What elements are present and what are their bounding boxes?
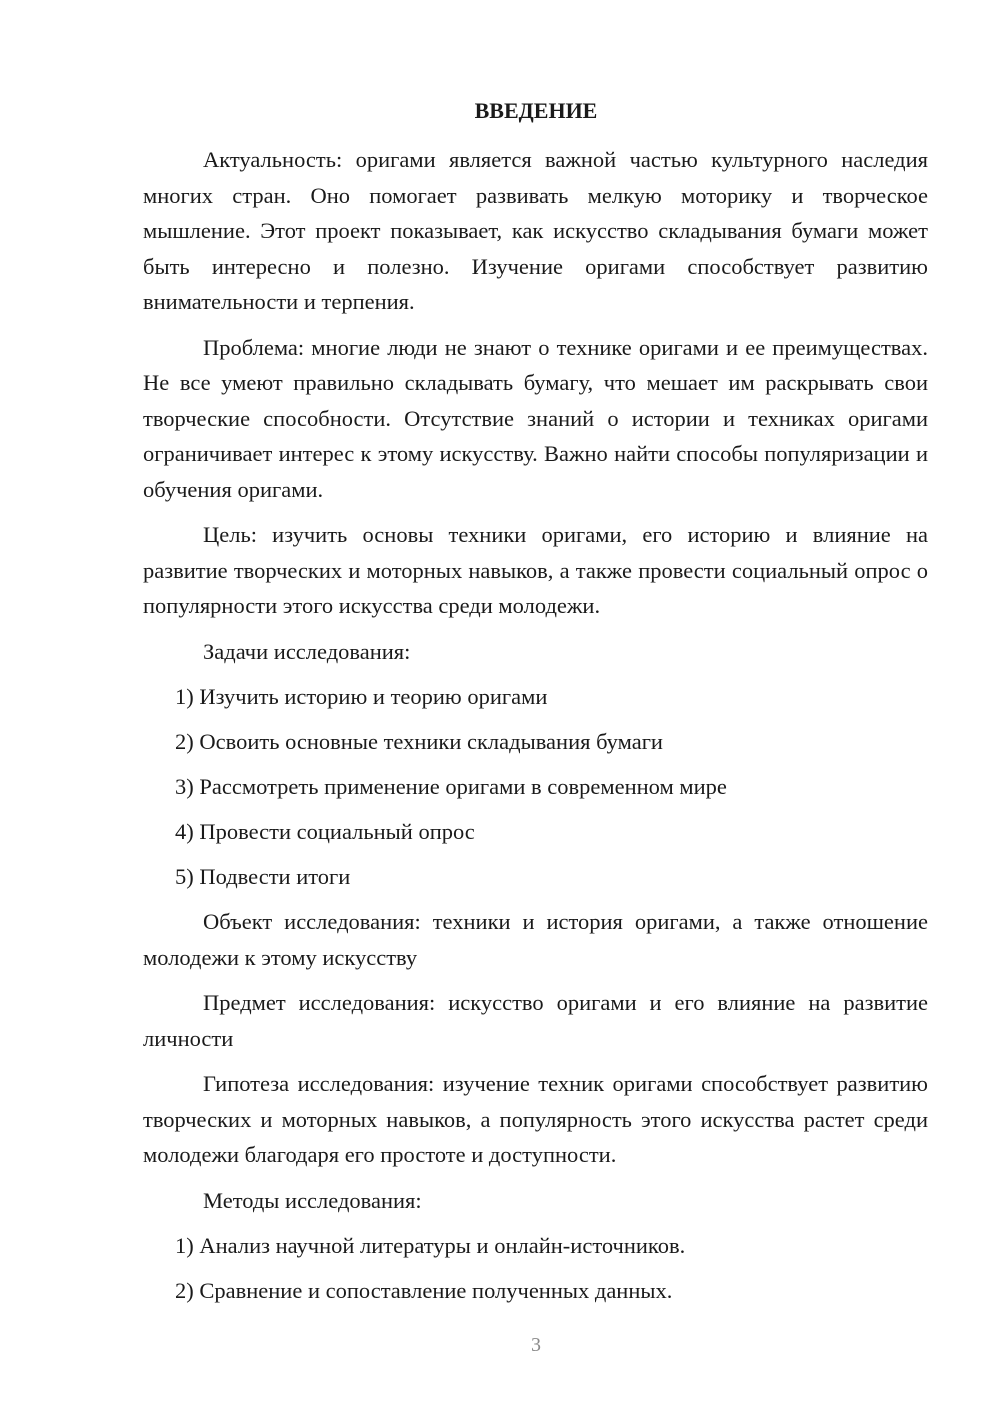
list-item: 3) Рассмотреть применение оригами в современном мире [175,774,727,799]
paragraph-relevance: Актуальность: оригами является важной частью культурного наследия многих стран. Оно помогает развивать мелкую моторику и творческое мышление. Этот проект показывает, как искусство складывания бумаги может быть интересно и полезно. Изучение оригами способствует развитию внимательности и терпения. [143,147,928,314]
paragraph-goal: Цель: изучить основы техники оригами, его историю и влияние на развитие творческих и моторных навыков, а также провести социальный опрос о популярности этого искусства среди молодежи. [143,522,928,618]
tasks-heading: Задачи исследования: [203,638,411,664]
page-number: 3 [531,1334,541,1356]
tasks-list [143,679,928,895]
page-title: ВВЕДЕНИЕ [474,98,598,123]
list-item: 5) Подвести итоги [175,864,351,889]
list-item: 1) Изучить историю и теорию оригами [175,684,548,709]
methods-list [143,1228,928,1309]
list-item: 2) Освоить основные техники складывания бумаги [175,729,663,754]
methods-heading: Методы исследования: [203,1187,422,1213]
list-item: 4) Провести социальный опрос [175,819,475,844]
paragraph-object: Объект исследования: техники и история оригами, а также отношение молодежи к этому искусству [143,909,928,970]
paragraph-hypothesis: Гипотеза исследования: изучение техник оригами способствует развитию творческих и моторных навыков, а популярность этого искусства растет среди молодежи благодаря его простоте и доступности. [143,1071,928,1167]
list-item: 2) Сравнение и сопоставление полученных данных. [175,1278,673,1303]
paragraph-subject: Предмет исследования: искусство оригами и его влияние на развитие личности [143,990,928,1051]
document-body [143,142,928,1318]
list-item: 1) Анализ научной литературы и онлайн-источников. [175,1233,686,1258]
paragraph-problem: Проблема: многие люди не знают о технике оригами и ее преимуществах. Не все умеют правильно складывать бумагу, что мешает им раскрывать свои творческие способности. Отсутствие знаний о истории и техниках оригами ограничивает интерес к этому искусству. Важно найти способы популяризации и обучения оригами. [143,334,928,502]
